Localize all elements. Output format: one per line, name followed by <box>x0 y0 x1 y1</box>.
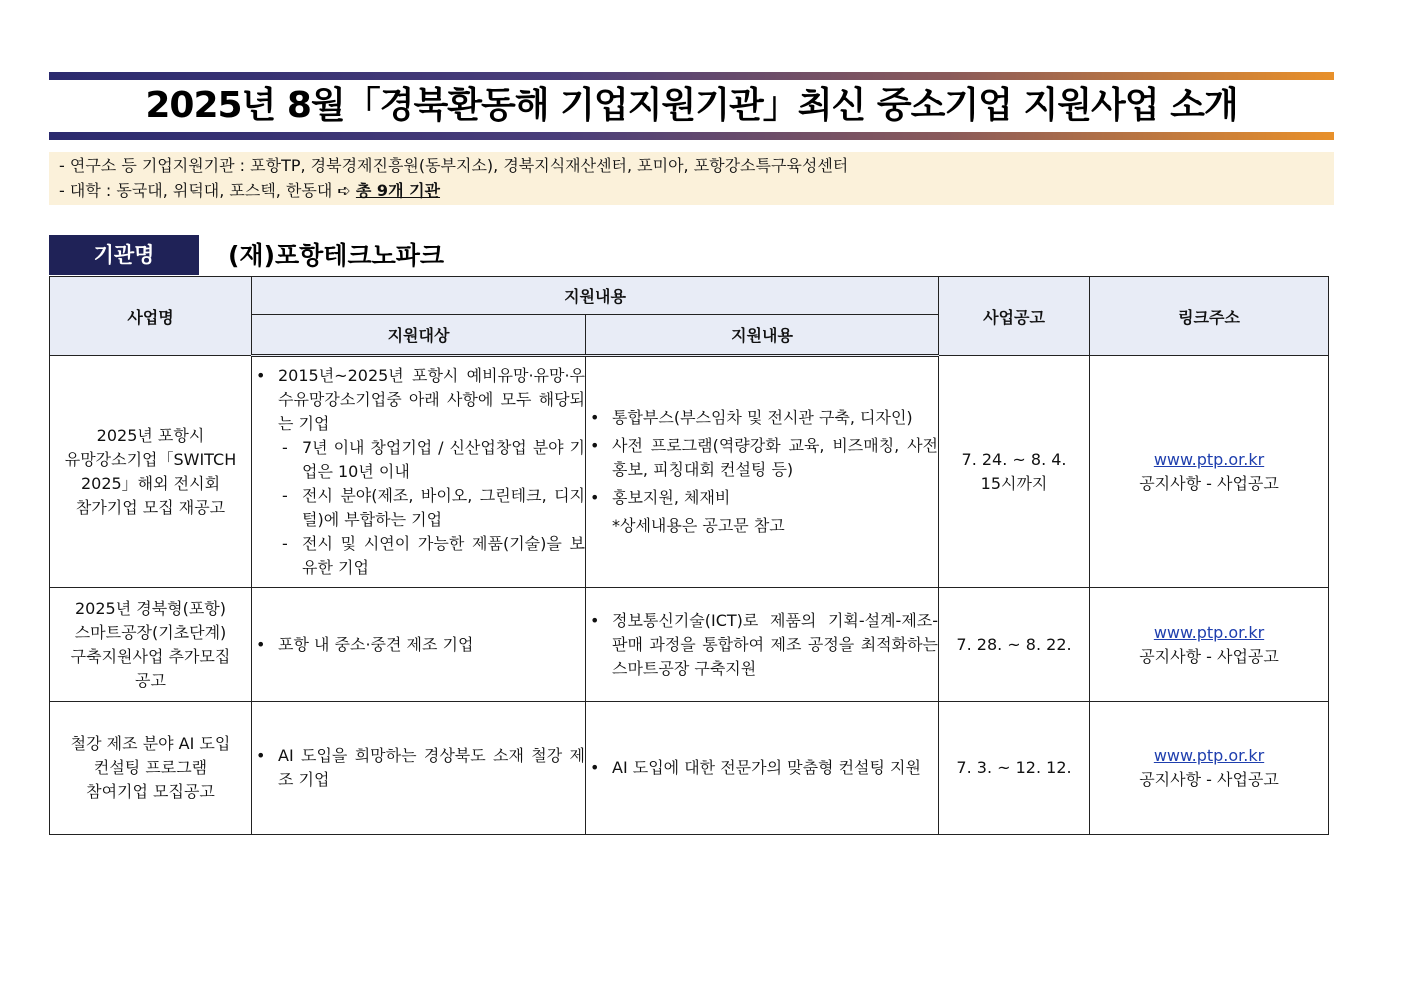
target-bullet: • 포항 내 중소·중견 제조 기업 <box>252 633 585 657</box>
project-name-line: 2025년 포항시 <box>96 425 205 445</box>
notice-line: 7. 24. ~ 8. 4. <box>961 449 1067 469</box>
header-support-group: 지원내용 <box>252 277 939 315</box>
header-link: 링크주소 <box>1090 277 1329 356</box>
content-bullet: • 홍보지원, 체재비 <box>586 486 938 510</box>
info-universities-text: - 대학 : 동국대, 위덕대, 포스텍, 한동대 ➪ <box>59 181 356 200</box>
target-bullet: • AI 도입을 희망하는 경상북도 소재 철강 제조 기업 <box>252 744 585 792</box>
info-line-institutions: - 연구소 등 기업지원기관 : 포항TP, 경북경제진흥원(동부지소), 경북지식재산센터, 포미아, 포항강소특구육성센터 <box>59 156 849 175</box>
notice-line: 7. 3. ~ 12. 12. <box>956 758 1072 777</box>
info-total-count: 총 9개 기관 <box>355 181 441 200</box>
project-name-line: 2025」해외 전시회 <box>80 473 221 493</box>
program-table <box>49 276 1329 835</box>
project-name-line: 철강 제조 분야 AI 도입 <box>70 734 231 753</box>
link-path: 공지사항 - 사업공고 <box>1139 770 1279 789</box>
target-sub-item: - 7년 이내 창업기업 / 신산업창업 분야 기업은 10년 이내 <box>282 438 585 481</box>
content-bullet: • 사전 프로그램(역량강화 교육, 비즈매칭, 사전홍보, 피칭대회 컨설팅 등) <box>586 434 938 482</box>
target-cell <box>252 588 586 702</box>
content-bullet: • 정보통신기술(ICT)로 제품의 기획-설계-제조-판매 과정을 통합하여 제조 공정을 최적화하는 스마트공장 구축지원 <box>586 609 938 681</box>
link-url[interactable]: www.ptp.or.kr <box>1153 746 1265 765</box>
project-name-cell <box>50 356 252 588</box>
project-name-line: 컨설팅 프로그램 <box>93 758 208 777</box>
project-name-cell <box>50 702 252 835</box>
title-bottom-stripe <box>49 132 1334 140</box>
link-path: 공지사항 - 사업공고 <box>1139 473 1279 493</box>
target-cell <box>252 702 586 835</box>
target-sub-text: 전시 분야(제조, 바이오, 그린테크, 디지털)에 부합하는 기업 <box>302 486 585 529</box>
notice-cell <box>939 588 1090 702</box>
target-sub-text: 전시 및 시연이 가능한 제품(기술)을 보유한 기업 <box>302 534 585 577</box>
content-cell <box>586 702 939 835</box>
table-row <box>50 356 1329 588</box>
content-bullet: • 통합부스(부스임차 및 전시관 구축, 디자인) <box>586 406 938 430</box>
target-sub-text: 7년 이내 창업기업 / 신산업창업 분야 기업은 10년 이내 <box>302 438 585 481</box>
project-name-line: 2025년 경북형(포항) <box>74 598 227 618</box>
org-label: 기관명 <box>49 235 199 275</box>
table-header-row <box>50 277 1329 315</box>
header-project: 사업명 <box>50 277 252 356</box>
link-url[interactable]: www.ptp.or.kr <box>1153 449 1265 469</box>
notice-cell <box>939 702 1090 835</box>
notice-line: 7. 28. ~ 8. 22. <box>956 634 1072 654</box>
info-box <box>49 152 1334 205</box>
page-title: 2025년 8월「경북환동해 기업지원기관」최신 중소기업 지원사업 소개 <box>145 85 1238 126</box>
link-path: 공지사항 - 사업공고 <box>1139 646 1279 666</box>
project-name-line: 공고 <box>135 670 166 690</box>
project-name-line: 스마트공장(기초단계) <box>74 622 227 642</box>
table-row <box>50 702 1329 835</box>
content-note: *상세내용은 공고문 참고 <box>612 516 785 535</box>
project-name-line: 구축지원사업 추가모집 <box>70 646 231 666</box>
target-bullet: • 2015년~2025년 포항시 예비유망·유망·우수유망강소기업중 아래 사항에 모두 해당되는 기업 <box>252 364 585 436</box>
project-name-line: 참가기업 모집 재공고 <box>75 497 226 517</box>
header-target: 지원대상 <box>252 315 586 356</box>
content-cell <box>586 588 939 702</box>
title-banner <box>49 72 1334 140</box>
table-row <box>50 588 1329 702</box>
link-cell <box>1090 588 1329 702</box>
org-name: (재)포항테크노파크 <box>228 241 445 270</box>
project-name-line: 유망강소기업「SWITCH <box>64 449 237 469</box>
content-bullet: • AI 도입에 대한 전문가의 맞춤형 컨설팅 지원 <box>586 756 938 780</box>
link-cell <box>1090 702 1329 835</box>
notice-cell <box>939 356 1090 588</box>
target-sub-item: - 전시 및 시연이 가능한 제품(기술)을 보유한 기업 <box>282 534 585 577</box>
content-cell <box>586 356 939 588</box>
target-sub-item: - 전시 분야(제조, 바이오, 그린테크, 디지털)에 부합하는 기업 <box>282 486 585 529</box>
header-notice: 사업공고 <box>939 277 1090 356</box>
target-cell <box>252 356 586 588</box>
info-line-universities <box>59 180 440 202</box>
header-content: 지원내용 <box>586 315 939 356</box>
link-url[interactable]: www.ptp.or.kr <box>1153 622 1265 642</box>
project-name-line: 참여기업 모집공고 <box>86 782 215 801</box>
project-name-cell <box>50 588 252 702</box>
notice-line: 15시까지 <box>980 473 1048 493</box>
title-top-stripe <box>49 72 1334 80</box>
link-cell <box>1090 356 1329 588</box>
